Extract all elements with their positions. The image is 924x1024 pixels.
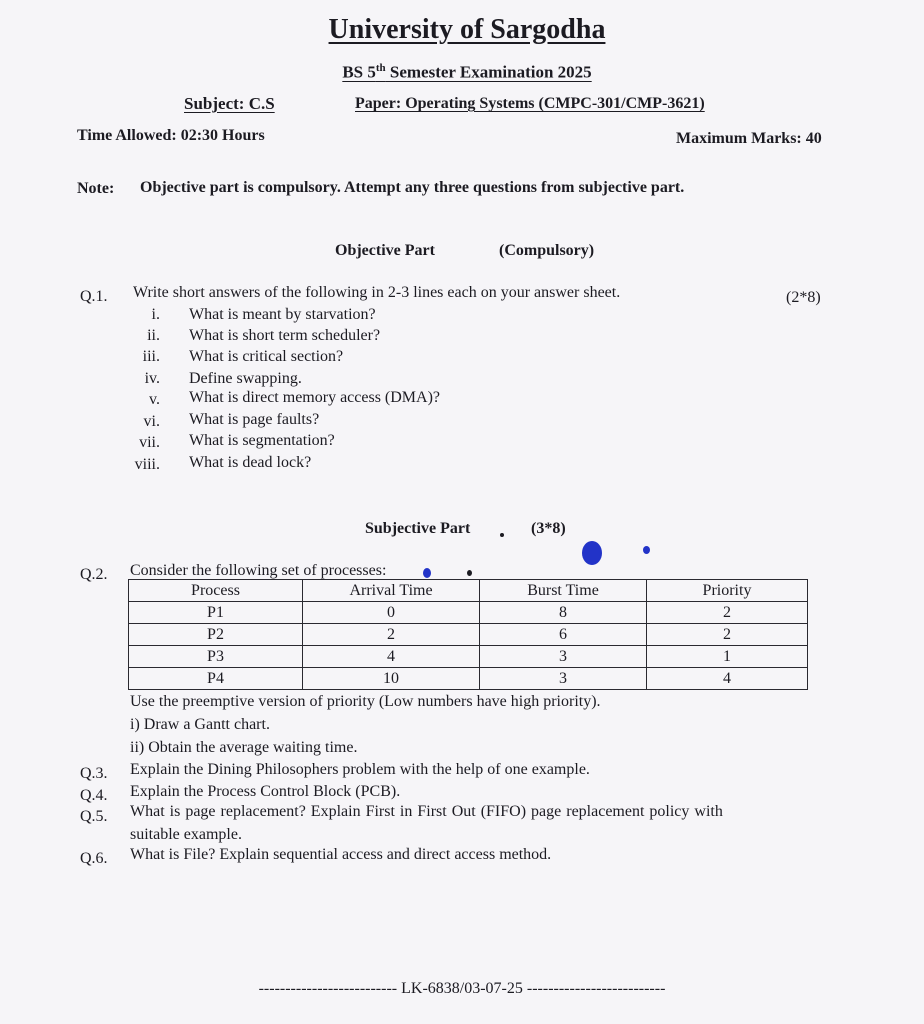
q2-label: Q.2. bbox=[80, 566, 108, 583]
subjective-marks: (3*8) bbox=[531, 520, 566, 537]
note-text: Objective part is compulsory. Attempt any three questions from subjective part. bbox=[140, 179, 685, 196]
column-header: Process bbox=[129, 580, 303, 602]
max-marks: Maximum Marks: 40 bbox=[676, 130, 822, 147]
list-item: Define swapping. bbox=[189, 370, 302, 387]
list-item: What is meant by starvation? bbox=[189, 306, 376, 323]
table-cell: 6 bbox=[480, 624, 647, 646]
process-table bbox=[128, 579, 808, 690]
table-cell: 2 bbox=[647, 602, 808, 624]
table-cell: P3 bbox=[129, 646, 303, 668]
ink-dot bbox=[500, 533, 504, 537]
list-item-number: vi. bbox=[143, 413, 160, 430]
q5-text-cont: suitable example. bbox=[130, 826, 242, 843]
q2-instruction: Use the preemptive version of priority (Low numbers have high priority). bbox=[130, 693, 601, 710]
q1-marks: (2*8) bbox=[786, 289, 821, 306]
university-title: University of Sargodha bbox=[328, 14, 606, 45]
list-item-number: viii. bbox=[134, 456, 160, 473]
table-cell: 3 bbox=[480, 646, 647, 668]
q4-label: Q.4. bbox=[80, 787, 108, 804]
note-label: Note: bbox=[77, 180, 115, 197]
table-cell: 3 bbox=[480, 668, 647, 690]
q1-text: Write short answers of the following in 2-3 lines each on your answer sheet. bbox=[133, 284, 621, 301]
subjective-heading: Subjective Part bbox=[365, 520, 471, 537]
list-item-number: i. bbox=[151, 306, 160, 323]
list-item-number: vii. bbox=[139, 434, 160, 451]
list-item-number: ii. bbox=[147, 327, 160, 344]
column-header: Burst Time bbox=[480, 580, 647, 602]
table-row bbox=[129, 646, 808, 668]
q2-text: Consider the following set of processes: bbox=[130, 562, 387, 579]
table-row bbox=[129, 602, 808, 624]
exam-title: BS 5th Semester Examination 2025 bbox=[342, 62, 592, 82]
table-cell: 8 bbox=[480, 602, 647, 624]
table-cell: 10 bbox=[303, 668, 480, 690]
document-code-footer: -------------------------- LK-6838/03-07-25 -------------------------- bbox=[258, 980, 666, 997]
table-cell: 4 bbox=[303, 646, 480, 668]
table-header-row bbox=[129, 580, 808, 602]
list-item: What is segmentation? bbox=[189, 432, 335, 449]
q4-text: Explain the Process Control Block (PCB). bbox=[130, 783, 401, 800]
table-cell: 0 bbox=[303, 602, 480, 624]
objective-tag: (Compulsory) bbox=[499, 242, 595, 259]
table-row bbox=[129, 668, 808, 690]
ink-blot bbox=[423, 568, 431, 578]
table-cell: 2 bbox=[647, 624, 808, 646]
table-cell: 2 bbox=[303, 624, 480, 646]
list-item-number: iii. bbox=[142, 348, 160, 365]
q6-label: Q.6. bbox=[80, 850, 108, 867]
column-header: Priority bbox=[647, 580, 808, 602]
ink-blot bbox=[582, 541, 602, 565]
objective-heading: Objective Part bbox=[335, 242, 435, 259]
table-cell: P4 bbox=[129, 668, 303, 690]
q2-part-ii: ii) Obtain the average waiting time. bbox=[130, 739, 358, 756]
q3-label: Q.3. bbox=[80, 765, 108, 782]
list-item-number: v. bbox=[149, 391, 160, 408]
subject-label: Subject: C.S bbox=[184, 94, 275, 113]
ink-dot bbox=[467, 570, 472, 576]
q5-text: What is page replacement? Explain First in First Out (FIFO) page replacement policy with bbox=[130, 803, 723, 820]
q5-label: Q.5. bbox=[80, 808, 108, 825]
list-item: What is critical section? bbox=[189, 348, 344, 365]
q3-text: Explain the Dining Philosophers problem with the help of one example. bbox=[130, 761, 590, 778]
list-item: What is direct memory access (DMA)? bbox=[189, 389, 441, 406]
table-cell: 4 bbox=[647, 668, 808, 690]
table-row bbox=[129, 624, 808, 646]
column-header: Arrival Time bbox=[303, 580, 480, 602]
q2-part-i: i) Draw a Gantt chart. bbox=[130, 716, 270, 733]
list-item: What is dead lock? bbox=[189, 454, 312, 471]
list-item: What is short term scheduler? bbox=[189, 327, 381, 344]
list-item-number: iv. bbox=[144, 370, 160, 387]
table-cell: 1 bbox=[647, 646, 808, 668]
document-code: LK-6838/03-07-25 bbox=[401, 980, 523, 997]
table-cell: P1 bbox=[129, 602, 303, 624]
paper-label: Paper: Operating Systems (CMPC-301/CMP-3621) bbox=[355, 95, 705, 112]
time-allowed: Time Allowed: 02:30 Hours bbox=[77, 127, 265, 144]
table-cell: P2 bbox=[129, 624, 303, 646]
ink-blot bbox=[643, 546, 650, 554]
q1-label: Q.1. bbox=[80, 288, 108, 305]
list-item: What is page faults? bbox=[189, 411, 320, 428]
q6-text: What is File? Explain sequential access and direct access method. bbox=[130, 846, 552, 863]
